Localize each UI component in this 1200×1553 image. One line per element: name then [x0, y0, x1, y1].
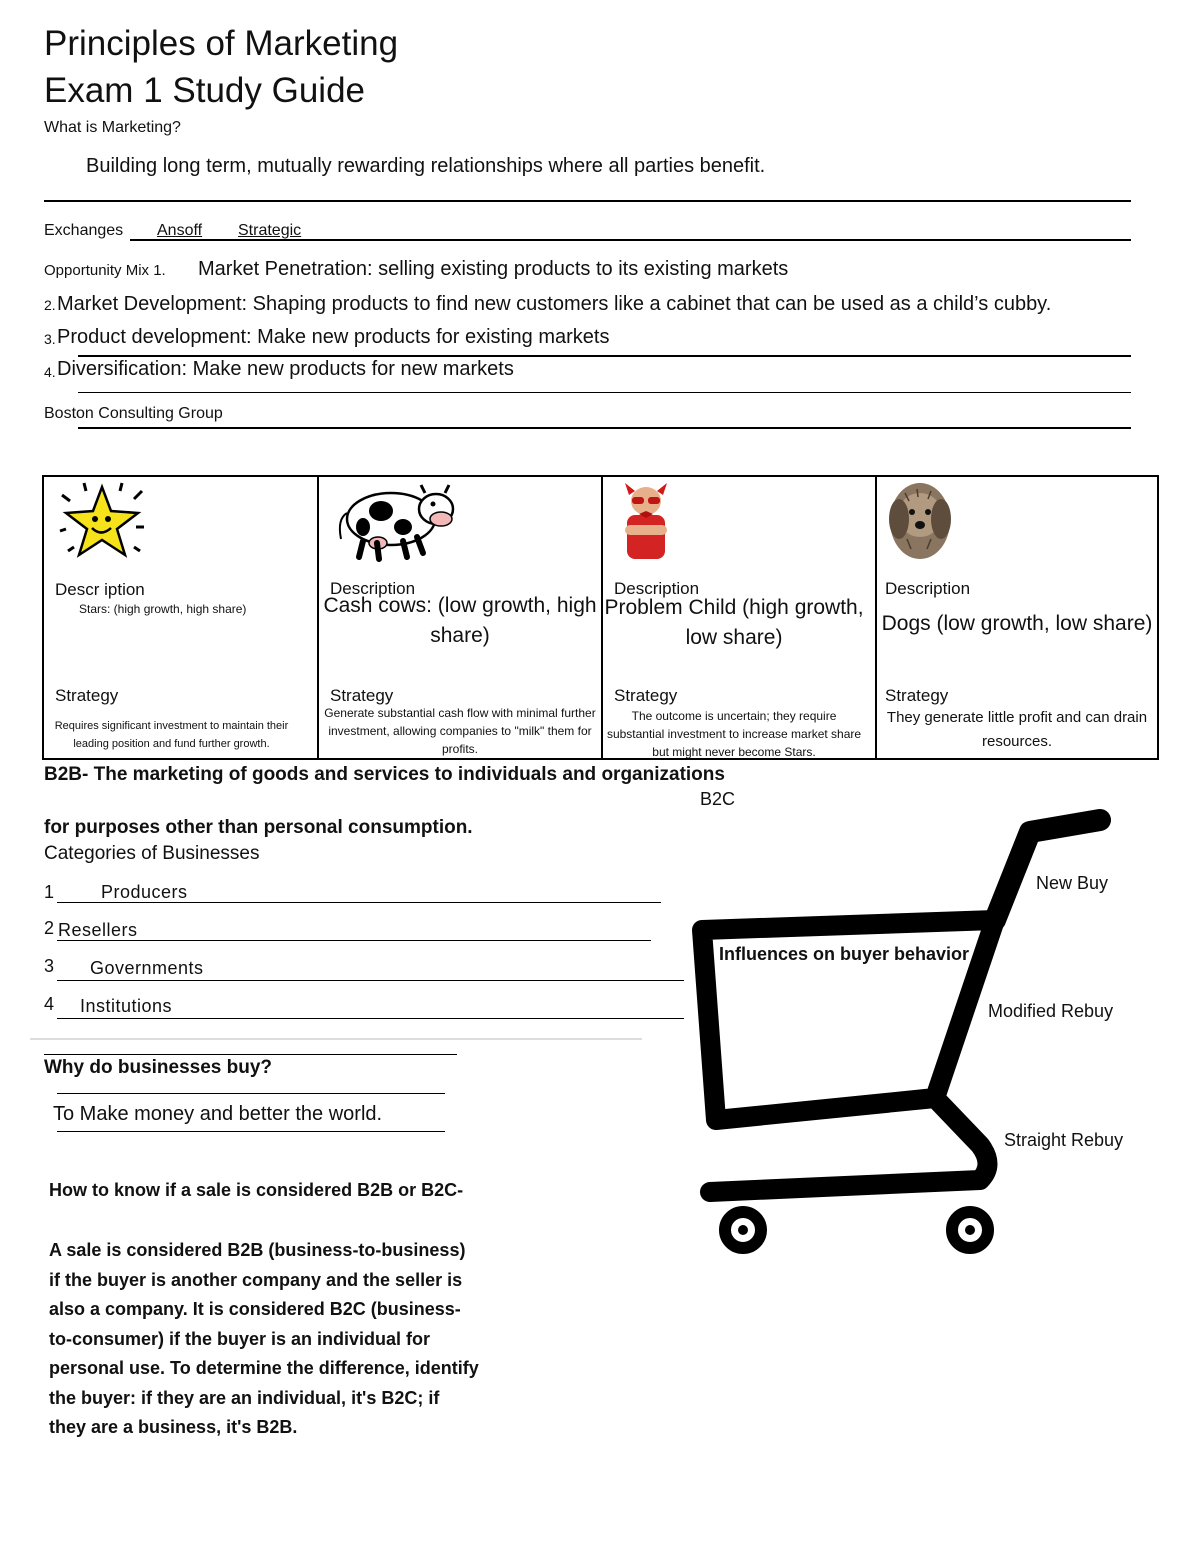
category-num-3: 3	[44, 956, 55, 976]
new-buy-label: New Buy	[1036, 873, 1109, 893]
straight-rebuy-label: Straight Rebuy	[1004, 1130, 1124, 1150]
category-resellers: Resellers	[58, 920, 138, 940]
categories-title: Categories of Businesses	[44, 843, 260, 864]
bcg-cell-problem-child	[603, 477, 877, 758]
category-governments: Governments	[90, 958, 204, 978]
cash-cow-description-label: Description	[330, 579, 416, 598]
bcg-cell-dog	[877, 477, 1157, 758]
bcg-matrix	[42, 475, 1159, 760]
ansoff-num-3: 3.	[44, 331, 56, 347]
star-description-label: Descr iption	[55, 580, 145, 599]
dog-strategy-label: Strategy	[885, 686, 949, 705]
answer-line	[57, 940, 651, 941]
category-institutions: Institutions	[80, 996, 173, 1016]
marketing-definition: Building long term, mutually rewarding relationships where all parties benefit.	[86, 155, 766, 177]
star-description: Stars: (high growth, high share)	[79, 602, 247, 616]
dog-strategy: They generate little profit and can drain resources.	[886, 709, 1148, 750]
ansoff-num-2: 2.	[44, 297, 56, 313]
bcg-cell-star	[44, 477, 319, 758]
cash-cow-strategy-label: Strategy	[330, 686, 394, 705]
how-answer: A sale is considered B2B (business-to-business) if the buyer is another company and the seller is also a company. It is considered B2C (business-to-consumer) if the buyer is an individual for personal use. To determine the difference, identify the buyer: if they are an individual, it's B2C; if they are a business, it's B2B.	[49, 1240, 479, 1437]
question-what-is-marketing: What is Marketing?	[44, 119, 181, 136]
dog-description-label: Description	[885, 579, 971, 598]
page-title: Principles of Marketing	[44, 24, 399, 63]
influences-label: Influences on buyer behavior	[719, 944, 970, 964]
answer-line	[57, 1018, 684, 1019]
divider	[44, 200, 1131, 202]
divider	[78, 392, 1131, 393]
cow-icon	[333, 479, 461, 563]
ansoff-item-1: Market Penetration: selling existing products to its existing markets	[198, 258, 789, 280]
ansoff-label: Ansoff	[157, 222, 203, 239]
strategic-label: Strategic	[238, 222, 302, 239]
answer-line	[57, 980, 684, 981]
shopping-cart-icon	[690, 800, 1120, 1260]
ansoff-item-2: Market Development: Shaping products to find new customers like a cabinet that can be used as a child’s cubby.	[57, 293, 1052, 315]
page-subtitle: Exam 1 Study Guide	[44, 71, 365, 110]
how-title: How to know if a sale is considered B2B or B2C-	[49, 1180, 464, 1200]
star-strategy: Requires significant investment to maintain their leading position and fund further growth.	[54, 720, 289, 750]
b2b-definition-line2: for purposes other than personal consumption.	[44, 817, 473, 838]
bcg-label: Boston Consulting Group	[44, 405, 223, 422]
why-title: Why do businesses buy?	[44, 1057, 273, 1078]
star-icon	[54, 481, 149, 563]
problem-child-strategy: The outcome is uncertain; they require substantial investment to increase market share but might never become Stars.	[606, 709, 862, 758]
ansoff-item-3: Product development: Make new products for existing markets	[57, 326, 610, 348]
divider	[44, 1054, 457, 1055]
divider	[78, 427, 1131, 429]
category-num-4: 4	[44, 994, 55, 1014]
problem-child-description: Problem Child (high growth, low share)	[604, 596, 864, 649]
bcg-cell-cash-cow	[319, 477, 603, 758]
b2b-definition-line1: B2B- The marketing of goods and services to individuals and organizations	[44, 764, 725, 785]
b2c-label: B2C	[700, 789, 736, 809]
divider	[30, 1038, 642, 1040]
cash-cow-strategy: Generate substantial cash flow with minimal further investment, allowing companies to "milk" them for profits.	[324, 706, 596, 756]
divider	[78, 355, 1131, 357]
category-num-2: 2	[44, 918, 55, 938]
category-num-1: 1	[44, 882, 55, 902]
divider	[130, 239, 1131, 241]
answer-line	[57, 902, 661, 903]
star-strategy-label: Strategy	[55, 686, 119, 705]
modified-rebuy-label: Modified Rebuy	[988, 1001, 1114, 1021]
ansoff-item-4: Diversification: Make new products for new markets	[57, 358, 514, 380]
category-producers: Producers	[101, 882, 188, 902]
divider	[57, 1093, 445, 1094]
dog-icon	[885, 479, 955, 563]
devil-child-icon	[621, 481, 671, 561]
opportunity-mix-label: Opportunity Mix 1.	[44, 262, 166, 279]
problem-child-description-label: Description	[614, 579, 700, 598]
problem-child-strategy-label: Strategy	[614, 686, 678, 705]
ansoff-num-4: 4.	[44, 364, 56, 380]
dog-description: Dogs (low growth, low share)	[881, 612, 1153, 635]
cash-cow-description: Cash cows: (low growth, high share)	[323, 594, 597, 647]
exchanges-label: Exchanges	[44, 222, 124, 239]
divider	[57, 1131, 445, 1132]
why-answer: To Make money and better the world.	[53, 1103, 383, 1125]
